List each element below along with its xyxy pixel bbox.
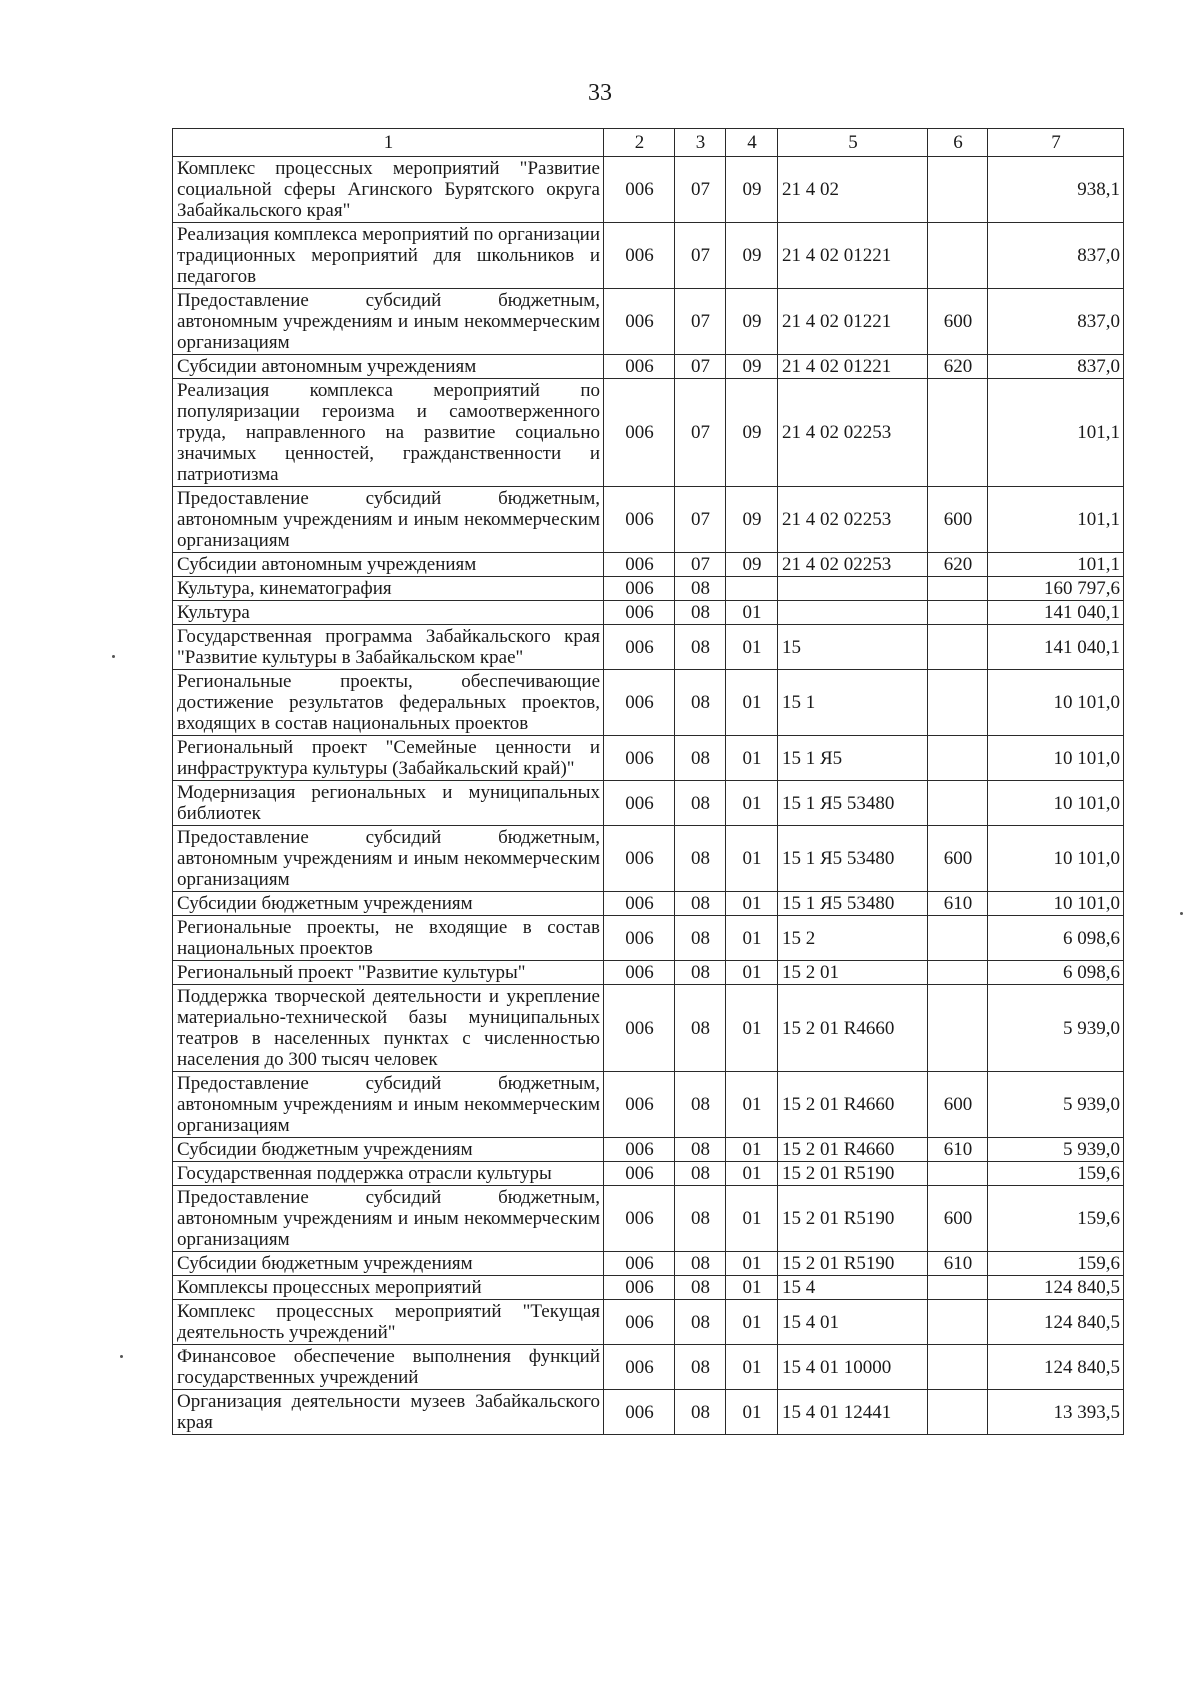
cell-section: 08	[675, 736, 726, 781]
cell-target-code: 21 4 02 01221	[778, 223, 928, 289]
cell-amount: 837,0	[988, 355, 1124, 379]
cell-amount: 837,0	[988, 223, 1124, 289]
cell-target-code: 15 4 01 10000	[778, 1345, 928, 1390]
table-row	[173, 601, 1124, 625]
cell-section: 08	[675, 781, 726, 826]
cell-ministry: 006	[604, 355, 675, 379]
cell-amount: 124 840,5	[988, 1345, 1124, 1390]
table-row	[173, 157, 1124, 223]
table-row	[173, 985, 1124, 1072]
cell-target-code: 15 1 Я5 53480	[778, 826, 928, 892]
cell-subsection: 09	[726, 289, 778, 355]
header-cell: 7	[988, 129, 1124, 157]
cell-name: Комплексы процессных мероприятий	[173, 1276, 604, 1300]
cell-section: 08	[675, 1138, 726, 1162]
header-cell: 4	[726, 129, 778, 157]
cell-section: 08	[675, 625, 726, 670]
cell-subsection: 01	[726, 670, 778, 736]
cell-ministry: 006	[604, 1300, 675, 1345]
table-row	[173, 1390, 1124, 1435]
cell-name: Предоставление субсидий бюджетным, автономным учреждениям и иным некоммерческим организациям	[173, 1072, 604, 1138]
cell-amount: 5 939,0	[988, 985, 1124, 1072]
cell-expense-type	[928, 1276, 988, 1300]
cell-target-code: 21 4 02	[778, 157, 928, 223]
cell-name: Субсидии бюджетным учреждениям	[173, 892, 604, 916]
budget-table	[172, 128, 1124, 1435]
cell-ministry: 006	[604, 1162, 675, 1186]
cell-ministry: 006	[604, 1072, 675, 1138]
cell-subsection: 09	[726, 355, 778, 379]
cell-subsection: 01	[726, 985, 778, 1072]
table-row	[173, 961, 1124, 985]
cell-section: 08	[675, 577, 726, 601]
cell-subsection: 01	[726, 1390, 778, 1435]
cell-name: Субсидии автономным учреждениям	[173, 553, 604, 577]
cell-section: 08	[675, 1300, 726, 1345]
cell-name: Субсидии бюджетным учреждениям	[173, 1252, 604, 1276]
cell-target-code	[778, 601, 928, 625]
cell-section: 08	[675, 1276, 726, 1300]
cell-ministry: 006	[604, 289, 675, 355]
cell-amount: 13 393,5	[988, 1390, 1124, 1435]
table-row	[173, 553, 1124, 577]
cell-target-code: 15 2	[778, 916, 928, 961]
cell-subsection: 01	[726, 1300, 778, 1345]
cell-section: 08	[675, 892, 726, 916]
cell-target-code: 21 4 02 02253	[778, 553, 928, 577]
cell-amount: 5 939,0	[988, 1138, 1124, 1162]
cell-section: 07	[675, 223, 726, 289]
cell-subsection: 01	[726, 1072, 778, 1138]
cell-section: 07	[675, 289, 726, 355]
table-row	[173, 892, 1124, 916]
header-cell: 6	[928, 129, 988, 157]
table-row	[173, 1252, 1124, 1276]
cell-subsection	[726, 577, 778, 601]
cell-ministry: 006	[604, 553, 675, 577]
cell-target-code: 15 4	[778, 1276, 928, 1300]
cell-amount: 10 101,0	[988, 826, 1124, 892]
cell-expense-type: 620	[928, 553, 988, 577]
cell-name: Региональные проекты, обеспечивающие достижение результатов федеральных проектов, входящих в состав национальных проектов	[173, 670, 604, 736]
cell-ministry: 006	[604, 601, 675, 625]
cell-amount: 160 797,6	[988, 577, 1124, 601]
cell-amount: 10 101,0	[988, 781, 1124, 826]
cell-name: Предоставление субсидий бюджетным, автономным учреждениям и иным некоммерческим организациям	[173, 289, 604, 355]
cell-expense-type	[928, 1390, 988, 1435]
cell-target-code: 15 2 01 R5190	[778, 1252, 928, 1276]
cell-section: 08	[675, 1162, 726, 1186]
cell-target-code: 21 4 02 01221	[778, 355, 928, 379]
cell-expense-type: 610	[928, 1138, 988, 1162]
cell-name: Региональный проект "Развитие культуры"	[173, 961, 604, 985]
cell-section: 08	[675, 601, 726, 625]
cell-expense-type	[928, 223, 988, 289]
table-row	[173, 781, 1124, 826]
cell-section: 08	[675, 985, 726, 1072]
table-row	[173, 355, 1124, 379]
cell-name: Комплекс процессных мероприятий "Текущая деятельность учреждений"	[173, 1300, 604, 1345]
table-row	[173, 1186, 1124, 1252]
cell-section: 08	[675, 1072, 726, 1138]
cell-ministry: 006	[604, 670, 675, 736]
table-row	[173, 1072, 1124, 1138]
table-row	[173, 670, 1124, 736]
table-body	[173, 129, 1124, 1435]
cell-amount: 141 040,1	[988, 601, 1124, 625]
cell-subsection: 01	[726, 736, 778, 781]
cell-ministry: 006	[604, 916, 675, 961]
cell-section: 08	[675, 826, 726, 892]
cell-expense-type: 620	[928, 355, 988, 379]
cell-amount: 5 939,0	[988, 1072, 1124, 1138]
cell-name: Предоставление субсидий бюджетным, автономным учреждениям и иным некоммерческим организациям	[173, 1186, 604, 1252]
table-row	[173, 223, 1124, 289]
cell-ministry: 006	[604, 985, 675, 1072]
cell-expense-type: 600	[928, 487, 988, 553]
cell-target-code: 15 1	[778, 670, 928, 736]
table-row	[173, 736, 1124, 781]
cell-amount: 10 101,0	[988, 892, 1124, 916]
cell-name: Предоставление субсидий бюджетным, автономным учреждениям и иным некоммерческим организациям	[173, 826, 604, 892]
cell-section: 08	[675, 670, 726, 736]
table-row	[173, 379, 1124, 487]
cell-target-code: 15 4 01 12441	[778, 1390, 928, 1435]
scan-speck	[120, 1355, 123, 1358]
cell-expense-type	[928, 916, 988, 961]
cell-ministry: 006	[604, 379, 675, 487]
cell-section: 07	[675, 487, 726, 553]
cell-subsection: 09	[726, 157, 778, 223]
cell-name: Модернизация региональных и муниципальных библиотек	[173, 781, 604, 826]
cell-expense-type: 600	[928, 826, 988, 892]
cell-target-code: 21 4 02 01221	[778, 289, 928, 355]
cell-expense-type: 610	[928, 892, 988, 916]
cell-ministry: 006	[604, 892, 675, 916]
table-row	[173, 916, 1124, 961]
cell-ministry: 006	[604, 1186, 675, 1252]
cell-target-code: 15 2 01 R5190	[778, 1162, 928, 1186]
cell-subsection: 09	[726, 223, 778, 289]
cell-section: 08	[675, 961, 726, 985]
cell-amount: 6 098,6	[988, 961, 1124, 985]
cell-subsection: 09	[726, 553, 778, 577]
cell-expense-type	[928, 961, 988, 985]
cell-target-code	[778, 577, 928, 601]
cell-section: 07	[675, 553, 726, 577]
cell-ministry: 006	[604, 961, 675, 985]
cell-subsection: 01	[726, 781, 778, 826]
cell-ministry: 006	[604, 1138, 675, 1162]
cell-target-code: 15	[778, 625, 928, 670]
cell-subsection: 01	[726, 601, 778, 625]
cell-amount: 124 840,5	[988, 1300, 1124, 1345]
cell-ministry: 006	[604, 157, 675, 223]
cell-target-code: 15 2 01	[778, 961, 928, 985]
cell-expense-type: 600	[928, 1186, 988, 1252]
cell-expense-type: 600	[928, 289, 988, 355]
table-row	[173, 487, 1124, 553]
cell-name: Субсидии бюджетным учреждениям	[173, 1138, 604, 1162]
cell-expense-type	[928, 1345, 988, 1390]
cell-name: Государственная поддержка отрасли культуры	[173, 1162, 604, 1186]
cell-name: Реализация комплекса мероприятий по организации традиционных мероприятий для школьников и педагогов	[173, 223, 604, 289]
cell-ministry: 006	[604, 1252, 675, 1276]
cell-ministry: 006	[604, 1390, 675, 1435]
cell-name: Региональный проект "Семейные ценности и инфраструктура культуры (Забайкальский край)"	[173, 736, 604, 781]
cell-expense-type	[928, 157, 988, 223]
cell-target-code: 15 2 01 R4660	[778, 1072, 928, 1138]
cell-section: 08	[675, 1390, 726, 1435]
cell-expense-type: 610	[928, 1252, 988, 1276]
table-row	[173, 1138, 1124, 1162]
cell-target-code: 21 4 02 02253	[778, 487, 928, 553]
cell-target-code: 15 2 01 R5190	[778, 1186, 928, 1252]
cell-name: Культура, кинематография	[173, 577, 604, 601]
cell-subsection: 01	[726, 1276, 778, 1300]
header-cell: 1	[173, 129, 604, 157]
cell-section: 08	[675, 1252, 726, 1276]
cell-name: Комплекс процессных мероприятий "Развитие социальной сферы Агинского Бурятского округа Забайкальского края"	[173, 157, 604, 223]
scan-speck	[112, 655, 115, 658]
cell-subsection: 01	[726, 1345, 778, 1390]
cell-expense-type	[928, 625, 988, 670]
cell-target-code: 15 1 Я5 53480	[778, 781, 928, 826]
cell-amount: 10 101,0	[988, 736, 1124, 781]
cell-name: Организация деятельности музеев Забайкальского края	[173, 1390, 604, 1435]
cell-section: 08	[675, 1345, 726, 1390]
cell-subsection: 09	[726, 379, 778, 487]
cell-amount: 101,1	[988, 487, 1124, 553]
table-row	[173, 1162, 1124, 1186]
table-row	[173, 577, 1124, 601]
cell-subsection: 01	[726, 625, 778, 670]
cell-expense-type	[928, 670, 988, 736]
cell-ministry: 006	[604, 577, 675, 601]
cell-subsection: 01	[726, 1252, 778, 1276]
table-row	[173, 289, 1124, 355]
cell-ministry: 006	[604, 487, 675, 553]
header-cell: 3	[675, 129, 726, 157]
cell-name: Государственная программа Забайкальского края "Развитие культуры в Забайкальском крае"	[173, 625, 604, 670]
cell-section: 07	[675, 379, 726, 487]
cell-amount: 159,6	[988, 1162, 1124, 1186]
cell-target-code: 21 4 02 02253	[778, 379, 928, 487]
table-row	[173, 625, 1124, 670]
cell-section: 07	[675, 355, 726, 379]
cell-name: Реализация комплекса мероприятий по популяризации героизма и самоотверженного труда, направленного на развитие социально значимых ценностей, гражданственности и патриотизма	[173, 379, 604, 487]
cell-ministry: 006	[604, 1345, 675, 1390]
cell-ministry: 006	[604, 781, 675, 826]
cell-expense-type	[928, 1300, 988, 1345]
cell-subsection: 01	[726, 1162, 778, 1186]
cell-target-code: 15 2 01 R4660	[778, 985, 928, 1072]
cell-amount: 159,6	[988, 1186, 1124, 1252]
cell-amount: 10 101,0	[988, 670, 1124, 736]
scan-speck	[1180, 912, 1183, 915]
cell-section: 08	[675, 916, 726, 961]
cell-name: Поддержка творческой деятельности и укрепление материально-технической базы муниципальных театров в населенных пунктах с численностью населения до 300 тысяч человек	[173, 985, 604, 1072]
cell-amount: 837,0	[988, 289, 1124, 355]
cell-target-code: 15 1 Я5	[778, 736, 928, 781]
cell-target-code: 15 1 Я5 53480	[778, 892, 928, 916]
cell-subsection: 09	[726, 487, 778, 553]
table-row	[173, 1300, 1124, 1345]
cell-subsection: 01	[726, 892, 778, 916]
cell-expense-type	[928, 985, 988, 1072]
table-row	[173, 1276, 1124, 1300]
table-row	[173, 826, 1124, 892]
cell-name: Предоставление субсидий бюджетным, автономным учреждениям и иным некоммерческим организациям	[173, 487, 604, 553]
cell-name: Культура	[173, 601, 604, 625]
cell-amount: 141 040,1	[988, 625, 1124, 670]
cell-ministry: 006	[604, 826, 675, 892]
page-number: 33	[588, 80, 612, 106]
cell-expense-type	[928, 577, 988, 601]
cell-expense-type	[928, 601, 988, 625]
cell-section: 08	[675, 1186, 726, 1252]
cell-expense-type	[928, 736, 988, 781]
cell-expense-type: 600	[928, 1072, 988, 1138]
cell-subsection: 01	[726, 1138, 778, 1162]
cell-ministry: 006	[604, 1276, 675, 1300]
cell-target-code: 15 2 01 R4660	[778, 1138, 928, 1162]
cell-ministry: 006	[604, 625, 675, 670]
cell-amount: 101,1	[988, 553, 1124, 577]
cell-name: Субсидии автономным учреждениям	[173, 355, 604, 379]
cell-ministry: 006	[604, 223, 675, 289]
cell-name: Региональные проекты, не входящие в состав национальных проектов	[173, 916, 604, 961]
cell-amount: 124 840,5	[988, 1276, 1124, 1300]
cell-amount: 938,1	[988, 157, 1124, 223]
cell-target-code: 15 4 01	[778, 1300, 928, 1345]
cell-expense-type	[928, 1162, 988, 1186]
cell-name: Финансовое обеспечение выполнения функций государственных учреждений	[173, 1345, 604, 1390]
cell-subsection: 01	[726, 916, 778, 961]
cell-ministry: 006	[604, 736, 675, 781]
cell-amount: 159,6	[988, 1252, 1124, 1276]
cell-subsection: 01	[726, 826, 778, 892]
cell-expense-type	[928, 379, 988, 487]
cell-expense-type	[928, 781, 988, 826]
cell-amount: 101,1	[988, 379, 1124, 487]
header-cell: 2	[604, 129, 675, 157]
cell-subsection: 01	[726, 961, 778, 985]
cell-amount: 6 098,6	[988, 916, 1124, 961]
header-cell: 5	[778, 129, 928, 157]
cell-subsection: 01	[726, 1186, 778, 1252]
table-row	[173, 1345, 1124, 1390]
cell-section: 07	[675, 157, 726, 223]
table-header-row	[173, 129, 1124, 157]
